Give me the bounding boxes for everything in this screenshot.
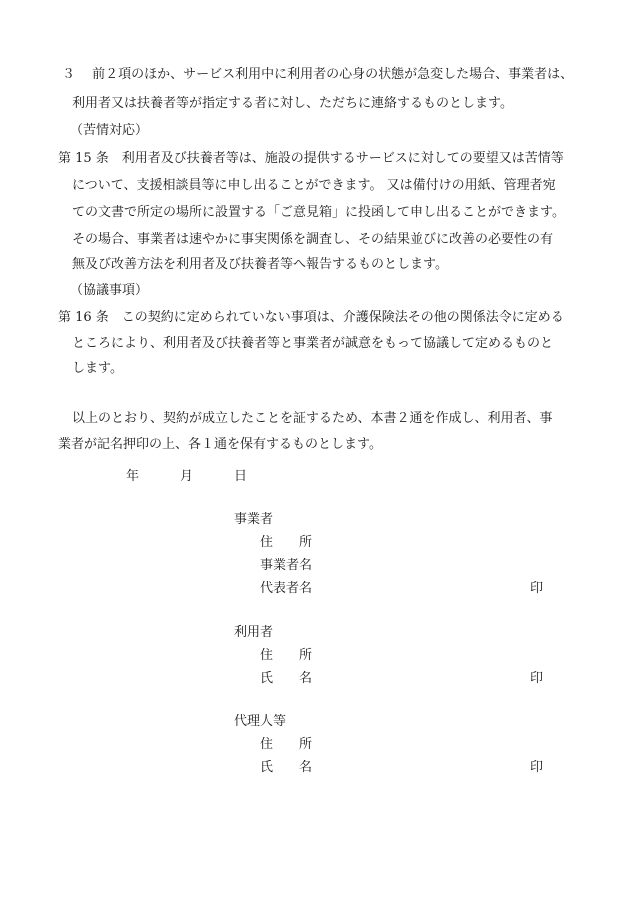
business-label: 事業者 [234, 512, 274, 527]
date-day: 日 [234, 469, 248, 484]
business-address-label: 住 所 [260, 535, 313, 550]
article-15-line-1: 第 15 条 利用者及び扶養者等は、施設の提供するサービスに対しての要望又は苦情等 [58, 151, 564, 166]
user-seal-mark: 印 [530, 671, 544, 686]
article-16-line-1: 第 16 条 この契約に定められていない事項は、介護保険法その他の関係法令に定める [58, 310, 564, 325]
article-16-line-2: ところにより、利用者及び扶養者等と事業者が誠意をもって協議して定めるものと [72, 336, 554, 351]
agent-seal-mark: 印 [530, 760, 544, 775]
closing-line-2: 業者が記名押印の上、各１通を保有するものとします。 [58, 437, 382, 452]
business-seal-mark: 印 [530, 581, 544, 596]
agent-name-label: 氏 名 [260, 760, 313, 775]
article-16-line-3: します。 [72, 361, 123, 376]
date-month: 月 [180, 469, 194, 484]
business-name-label: 事業者名 [260, 558, 313, 573]
agent-label: 代理人等 [234, 714, 287, 729]
representative-name-label: 代表者名 [260, 581, 313, 596]
agent-address-label: 住 所 [260, 737, 313, 752]
article-15-line-2: について、支援相談員等に申し出ることができます。 又は備付けの用紙、管理者宛 [72, 178, 556, 193]
article-15-line-3: ての文書で所定の場所に設置する「ご意見箱」に投函して申し出ることができます。 [72, 205, 565, 220]
article-15-line-4: その場合、事業者は速やかに事実関係を調査し、その結果並びに改善の必要性の有 [72, 232, 554, 247]
user-address-label: 住 所 [260, 648, 313, 663]
clause-3-line-1: ３ 前２項のほか、サービス利用中に利用者の心身の状態が急変した場合、事業者は、 [62, 67, 574, 82]
user-name-label: 氏 名 [260, 671, 313, 686]
user-label: 利用者 [234, 625, 274, 640]
complaints-heading: （苦情対応） [70, 123, 149, 138]
date-year: 年 [126, 469, 140, 484]
closing-line-1: 以上のとおり、契約が成立したことを証するため、本書２通を作成し、利用者、事 [72, 411, 553, 426]
article-15-line-5: 無及び改善方法を利用者及び扶養者等へ報告するものとします。 [72, 257, 448, 272]
consultation-heading: （協議事項） [70, 283, 149, 298]
clause-3-line-2: 利用者又は扶養者等が指定する者に対し、ただちに連絡するものとします。 [72, 96, 513, 111]
